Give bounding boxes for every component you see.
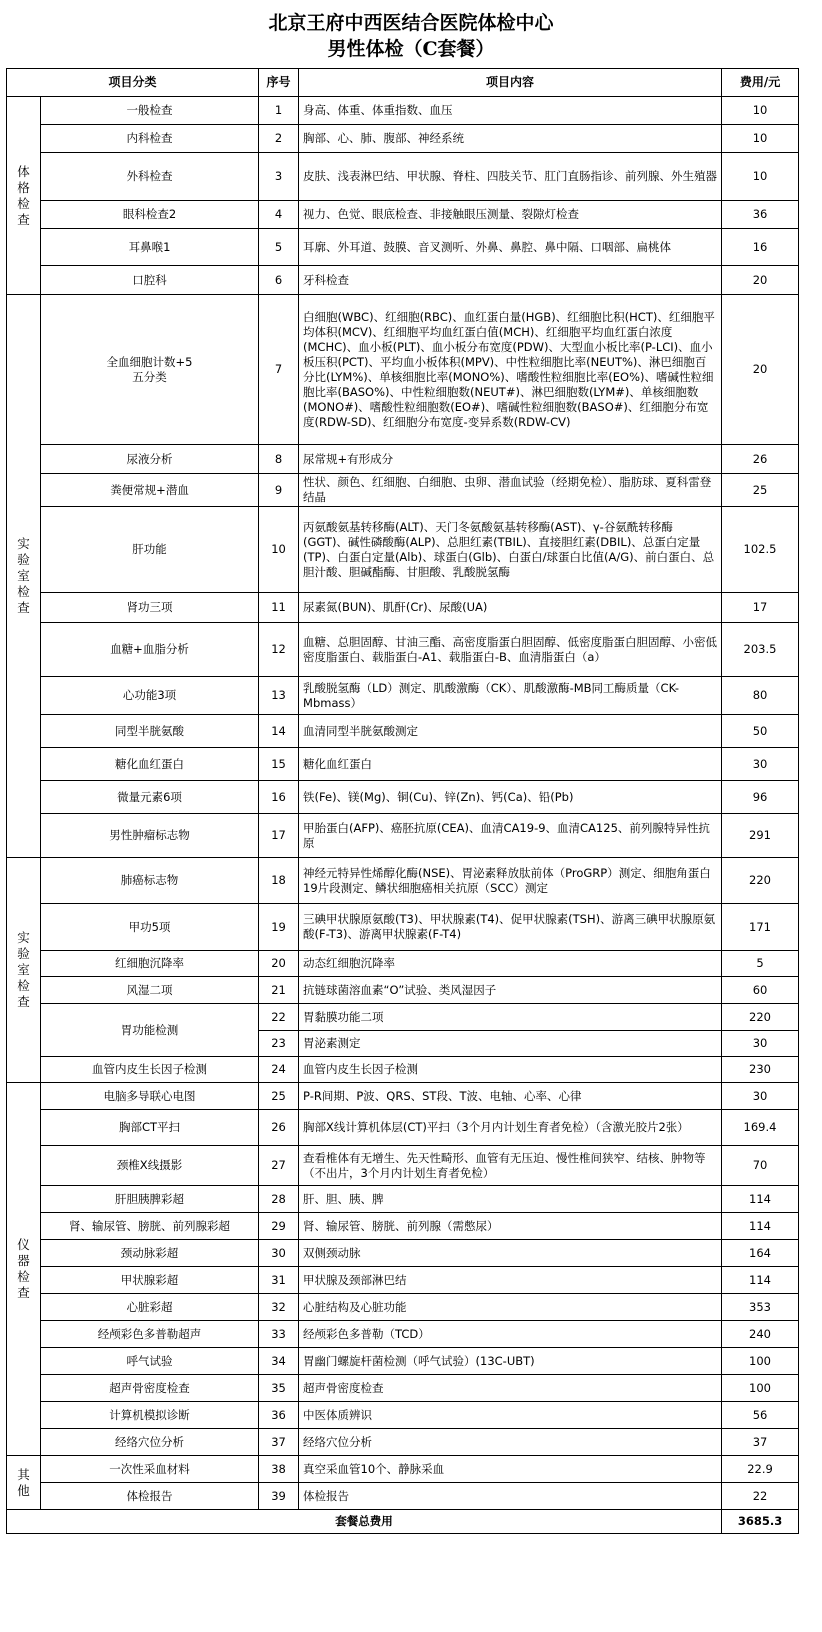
item-number: 2: [259, 125, 299, 153]
item-number: 8: [259, 445, 299, 474]
table-row: [7, 781, 799, 814]
item-fee: 56: [722, 1402, 799, 1429]
item-name: 内科检查: [41, 125, 259, 153]
item-content: 胃泌素测定: [299, 1031, 722, 1057]
item-number: 24: [259, 1057, 299, 1083]
item-fee: 36: [722, 201, 799, 229]
package-title: 男性体检（C套餐）: [327, 38, 495, 60]
item-number: 19: [259, 904, 299, 951]
item-fee: 171: [722, 904, 799, 951]
item-fee: 10: [722, 125, 799, 153]
item-number: 6: [259, 266, 299, 295]
item-name: 糖化血红蛋白: [41, 748, 259, 781]
table-row: [7, 1004, 799, 1031]
table-row: [7, 1456, 799, 1483]
table-row: [7, 977, 799, 1004]
table-row: [7, 1240, 799, 1267]
item-number: 5: [259, 229, 299, 266]
item-name: 眼科检查2: [41, 201, 259, 229]
table-row: [7, 715, 799, 748]
item-fee: 30: [722, 1031, 799, 1057]
item-content: 胸部、心、肺、腹部、神经系统: [299, 125, 722, 153]
item-number: 3: [259, 153, 299, 201]
item-content: 真空采血管10个、静脉采血: [299, 1456, 722, 1483]
table-row: [7, 507, 799, 593]
item-fee: 114: [722, 1213, 799, 1240]
item-content: 丙氨酸氨基转移酶(ALT)、天门冬氨酸氨基转移酶(AST)、γ-谷氨酰转移酶(GGT)、碱性磷酸酶(ALP)、总胆红素(TBIL)、直接胆红素(DBIL)、总蛋白定量(TP)、白蛋白定量(Alb)、球蛋白(Glb)、白蛋白/球蛋白比值(A/G)、前白蛋白、总胆汁酸、胆碱酯酶、甘胆酸、乳酸脱氢酶: [299, 507, 722, 593]
item-content: 动态红细胞沉降率: [299, 951, 722, 977]
table-row: [7, 153, 799, 201]
item-number: 32: [259, 1294, 299, 1321]
item-content: 神经元特异性烯醇化酶(NSE)、胃泌素释放肽前体（ProGRP）测定、细胞角蛋白19片段测定、鳞状细胞癌相关抗原（SCC）测定: [299, 858, 722, 904]
item-fee: 169.4: [722, 1110, 799, 1146]
item-fee: 16: [722, 229, 799, 266]
item-fee: 240: [722, 1321, 799, 1348]
item-number: 17: [259, 814, 299, 858]
item-number: 34: [259, 1348, 299, 1375]
item-name: 甲功5项: [41, 904, 259, 951]
item-number: 22: [259, 1004, 299, 1031]
item-name: 粪便常规+潜血: [41, 474, 259, 507]
table-row: [7, 295, 799, 445]
table-header-row: [7, 69, 799, 97]
table-row: [7, 814, 799, 858]
item-number: 23: [259, 1031, 299, 1057]
item-fee: 37: [722, 1429, 799, 1456]
item-content: 血管内皮生长因子检测: [299, 1057, 722, 1083]
table-row: [7, 623, 799, 677]
item-fee: 10: [722, 153, 799, 201]
item-fee: 22.9: [722, 1456, 799, 1483]
exam-table: [6, 68, 799, 1534]
item-number: 30: [259, 1240, 299, 1267]
item-name: 风湿二项: [41, 977, 259, 1004]
item-number: 12: [259, 623, 299, 677]
header-no: 序号: [259, 69, 299, 97]
item-content: 尿素氮(BUN)、肌酐(Cr)、尿酸(UA): [299, 593, 722, 623]
item-number: 39: [259, 1483, 299, 1510]
item-number: 7: [259, 295, 299, 445]
table-row: [7, 1375, 799, 1402]
item-name: 外科检查: [41, 153, 259, 201]
table-row: [7, 904, 799, 951]
item-name: 血糖+血脂分析: [41, 623, 259, 677]
table-row: [7, 1294, 799, 1321]
item-content: 糖化血红蛋白: [299, 748, 722, 781]
table-row: [7, 1402, 799, 1429]
item-number: 13: [259, 677, 299, 715]
item-fee: 17: [722, 593, 799, 623]
item-fee: 20: [722, 266, 799, 295]
item-fee: 5: [722, 951, 799, 977]
table-row: [7, 951, 799, 977]
item-content: 胃黏膜功能二项: [299, 1004, 722, 1031]
item-name: 肝功能: [41, 507, 259, 593]
item-content: 抗链球菌溶血素“O”试验、类风湿因子: [299, 977, 722, 1004]
item-fee: 291: [722, 814, 799, 858]
item-fee: 96: [722, 781, 799, 814]
item-fee: 26: [722, 445, 799, 474]
item-name: 电脑多导联心电图: [41, 1083, 259, 1110]
total-label: 套餐总费用: [7, 1510, 722, 1534]
table-row: [7, 445, 799, 474]
item-number: 21: [259, 977, 299, 1004]
item-name: 呼气试验: [41, 1348, 259, 1375]
total-value: 3685.3: [722, 1510, 799, 1534]
item-fee: 20: [722, 295, 799, 445]
item-name: 超声骨密度检查: [41, 1375, 259, 1402]
item-fee: 164: [722, 1240, 799, 1267]
item-content: 视力、色觉、眼底检查、非接触眼压测量、裂隙灯检查: [299, 201, 722, 229]
item-fee: 80: [722, 677, 799, 715]
item-number: 1: [259, 97, 299, 125]
item-number: 35: [259, 1375, 299, 1402]
item-number: 27: [259, 1146, 299, 1186]
table-row: [7, 1083, 799, 1110]
item-name: 一般检查: [41, 97, 259, 125]
item-content: 心脏结构及心脏功能: [299, 1294, 722, 1321]
table-row: [7, 229, 799, 266]
item-name: 肺癌标志物: [41, 858, 259, 904]
item-name: 心脏彩超: [41, 1294, 259, 1321]
item-content: P-R间期、P波、QRS、ST段、T波、电轴、心率、心律: [299, 1083, 722, 1110]
table-row: [7, 677, 799, 715]
item-name: 胃功能检测: [41, 1004, 259, 1057]
item-number: 38: [259, 1456, 299, 1483]
table-row: [7, 1146, 799, 1186]
table-row: [7, 1348, 799, 1375]
item-name: 血管内皮生长因子检测: [41, 1057, 259, 1083]
item-number: 4: [259, 201, 299, 229]
item-name: 颈动脉彩超: [41, 1240, 259, 1267]
item-fee: 102.5: [722, 507, 799, 593]
item-content: 甲胎蛋白(AFP)、癌胚抗原(CEA)、血清CA19-9、血清CA125、前列腺特异性抗原: [299, 814, 722, 858]
item-name: 肝胆胰脾彩超: [41, 1186, 259, 1213]
item-number: 36: [259, 1402, 299, 1429]
table-row: [7, 1429, 799, 1456]
item-content: 胃幽门螺旋杆菌检测（呼气试验）(13C-UBT): [299, 1348, 722, 1375]
item-name: 甲状腺彩超: [41, 1267, 259, 1294]
item-fee: 203.5: [722, 623, 799, 677]
item-content: 体检报告: [299, 1483, 722, 1510]
item-content: 超声骨密度检查: [299, 1375, 722, 1402]
item-name: 微量元素6项: [41, 781, 259, 814]
item-name: 同型半胱氨酸: [41, 715, 259, 748]
item-fee: 114: [722, 1186, 799, 1213]
item-number: 31: [259, 1267, 299, 1294]
item-content: 耳廓、外耳道、鼓膜、音叉测听、外鼻、鼻腔、鼻中隔、口咽部、扁桃体: [299, 229, 722, 266]
item-number: 29: [259, 1213, 299, 1240]
item-fee: 25: [722, 474, 799, 507]
item-number: 37: [259, 1429, 299, 1456]
item-content: 胸部X线计算机体层(CT)平扫（3个月内计划生育者免检）（含激光胶片2张）: [299, 1110, 722, 1146]
table-row: [7, 748, 799, 781]
item-content: 乳酸脱氢酶（LD）测定、肌酸激酶（CK）、肌酸激酶-MB同工酶质量（CK-Mbmass）: [299, 677, 722, 715]
item-number: 14: [259, 715, 299, 748]
table-row: [7, 97, 799, 125]
item-number: 15: [259, 748, 299, 781]
item-content: 尿常规+有形成分: [299, 445, 722, 474]
item-number: 10: [259, 507, 299, 593]
item-content: 血清同型半胱氨酸测定: [299, 715, 722, 748]
item-content: 经络穴位分析: [299, 1429, 722, 1456]
group-label: 体 格 检 查: [7, 97, 41, 295]
item-name: 全血细胞计数+5 五分类: [41, 295, 259, 445]
group-label: 实 验 室 检 查: [7, 295, 41, 858]
item-name: 心功能3项: [41, 677, 259, 715]
item-name: 尿液分析: [41, 445, 259, 474]
table-row: [7, 474, 799, 507]
item-name: 男性肿瘤标志物: [41, 814, 259, 858]
item-number: 9: [259, 474, 299, 507]
item-content: 身高、体重、体重指数、血压: [299, 97, 722, 125]
item-content: 白细胞(WBC)、红细胞(RBC)、血红蛋白量(HGB)、红细胞比积(HCT)、红细胞平均体积(MCV)、红细胞平均血红蛋白值(MCH)、红细胞平均血红蛋白浓度(MCHC)、血小板(PLT)、血小板分布宽度(PDW)、大型血小板比率(P-LCI)、血小板压积(PCT)、平均血小板体积(MPV)、中性粒细胞比率(NEUT%)、淋巴细胞百分比(LYM%)、单核细胞比率(MONO%)、嗜酸性粒细胞比率(EO%)、嗜碱性粒细胞比率(BASO%)、中性粒细胞数(NEUT#)、淋巴细胞数(LYM#)、单核细胞数(MONO#)、嗜酸性粒细胞数(EO#)、嗜碱性粒细胞数(BASO#)、红细胞分布宽度(RDW-SD)、红细胞分布宽度-变异系数(RDW-CV): [299, 295, 722, 445]
item-name: 经颅彩色多普勒超声: [41, 1321, 259, 1348]
item-name: 肾功三项: [41, 593, 259, 623]
item-fee: 60: [722, 977, 799, 1004]
table-row: [7, 201, 799, 229]
item-number: 18: [259, 858, 299, 904]
header-content: 项目内容: [299, 69, 722, 97]
header-category: 项目分类: [7, 69, 259, 97]
table-row: [7, 593, 799, 623]
item-name: 经络穴位分析: [41, 1429, 259, 1456]
item-content: 甲状腺及颈部淋巴结: [299, 1267, 722, 1294]
item-number: 33: [259, 1321, 299, 1348]
header-fee: 费用/元: [722, 69, 799, 97]
item-fee: 230: [722, 1057, 799, 1083]
item-fee: 353: [722, 1294, 799, 1321]
item-number: 20: [259, 951, 299, 977]
item-content: 牙科检查: [299, 266, 722, 295]
group-label: 仪 器 检 查: [7, 1083, 41, 1456]
item-number: 26: [259, 1110, 299, 1146]
item-fee: 50: [722, 715, 799, 748]
table-row: [7, 266, 799, 295]
item-fee: 220: [722, 1004, 799, 1031]
item-number: 25: [259, 1083, 299, 1110]
item-number: 11: [259, 593, 299, 623]
item-content: 肝、胆、胰、脾: [299, 1186, 722, 1213]
item-name: 一次性采血材料: [41, 1456, 259, 1483]
item-content: 血糖、总胆固醇、甘油三酯、高密度脂蛋白胆固醇、低密度脂蛋白胆固醇、小密低密度脂蛋白、载脂蛋白-A1、载脂蛋白-B、血清脂蛋白（a）: [299, 623, 722, 677]
item-name: 红细胞沉降率: [41, 951, 259, 977]
table-row: [7, 1267, 799, 1294]
table-row: [7, 1186, 799, 1213]
group-label: 实 验 室 检 查: [7, 858, 41, 1083]
item-name: 耳鼻喉1: [41, 229, 259, 266]
table-row: [7, 1213, 799, 1240]
item-name: 胸部CT平扫: [41, 1110, 259, 1146]
table-row: [7, 1483, 799, 1510]
item-fee: 10: [722, 97, 799, 125]
item-name: 颈椎X线摄影: [41, 1146, 259, 1186]
item-fee: 30: [722, 1083, 799, 1110]
table-row: [7, 125, 799, 153]
item-name: 口腔科: [41, 266, 259, 295]
table-row: [7, 1110, 799, 1146]
item-content: 皮肤、浅表淋巴结、甲状腺、脊柱、四肢关节、肛门直肠指诊、前列腺、外生殖器: [299, 153, 722, 201]
item-content: 三碘甲状腺原氨酸(T3)、甲状腺素(T4)、促甲状腺素(TSH)、游离三碘甲状腺原氨酸(F-T3)、游离甲状腺素(F-T4): [299, 904, 722, 951]
item-fee: 220: [722, 858, 799, 904]
item-fee: 100: [722, 1348, 799, 1375]
item-content: 双侧颈动脉: [299, 1240, 722, 1267]
item-fee: 114: [722, 1267, 799, 1294]
item-name: 肾、输尿管、膀胱、前列腺彩超: [41, 1213, 259, 1240]
item-fee: 30: [722, 748, 799, 781]
item-fee: 70: [722, 1146, 799, 1186]
hospital-title: 北京王府中西医结合医院体检中心: [268, 12, 554, 34]
item-name: 体检报告: [41, 1483, 259, 1510]
table-body: [7, 97, 799, 1510]
table-row: [7, 1321, 799, 1348]
item-fee: 100: [722, 1375, 799, 1402]
table-row: [7, 858, 799, 904]
item-number: 16: [259, 781, 299, 814]
table-row: [7, 1057, 799, 1083]
item-content: 经颅彩色多普勒（TCD）: [299, 1321, 722, 1348]
item-fee: 22: [722, 1483, 799, 1510]
group-label: 其 他: [7, 1456, 41, 1510]
item-content: 查看椎体有无增生、先天性畸形、血管有无压迫、慢性椎间狭窄、结核、肿物等（不出片，3个月内计划生育者免检）: [299, 1146, 722, 1186]
item-name: 计算机模拟诊断: [41, 1402, 259, 1429]
item-content: 中医体质辨识: [299, 1402, 722, 1429]
item-content: 肾、输尿管、膀胱、前列腺（需憋尿）: [299, 1213, 722, 1240]
item-content: 铁(Fe)、镁(Mg)、铜(Cu)、锌(Zn)、钙(Ca)、铅(Pb): [299, 781, 722, 814]
item-number: 28: [259, 1186, 299, 1213]
total-row: [7, 1510, 799, 1534]
item-content: 性状、颜色、红细胞、白细胞、虫卵、潜血试验（经期免检）、脂肪球、夏科雷登结晶: [299, 474, 722, 507]
